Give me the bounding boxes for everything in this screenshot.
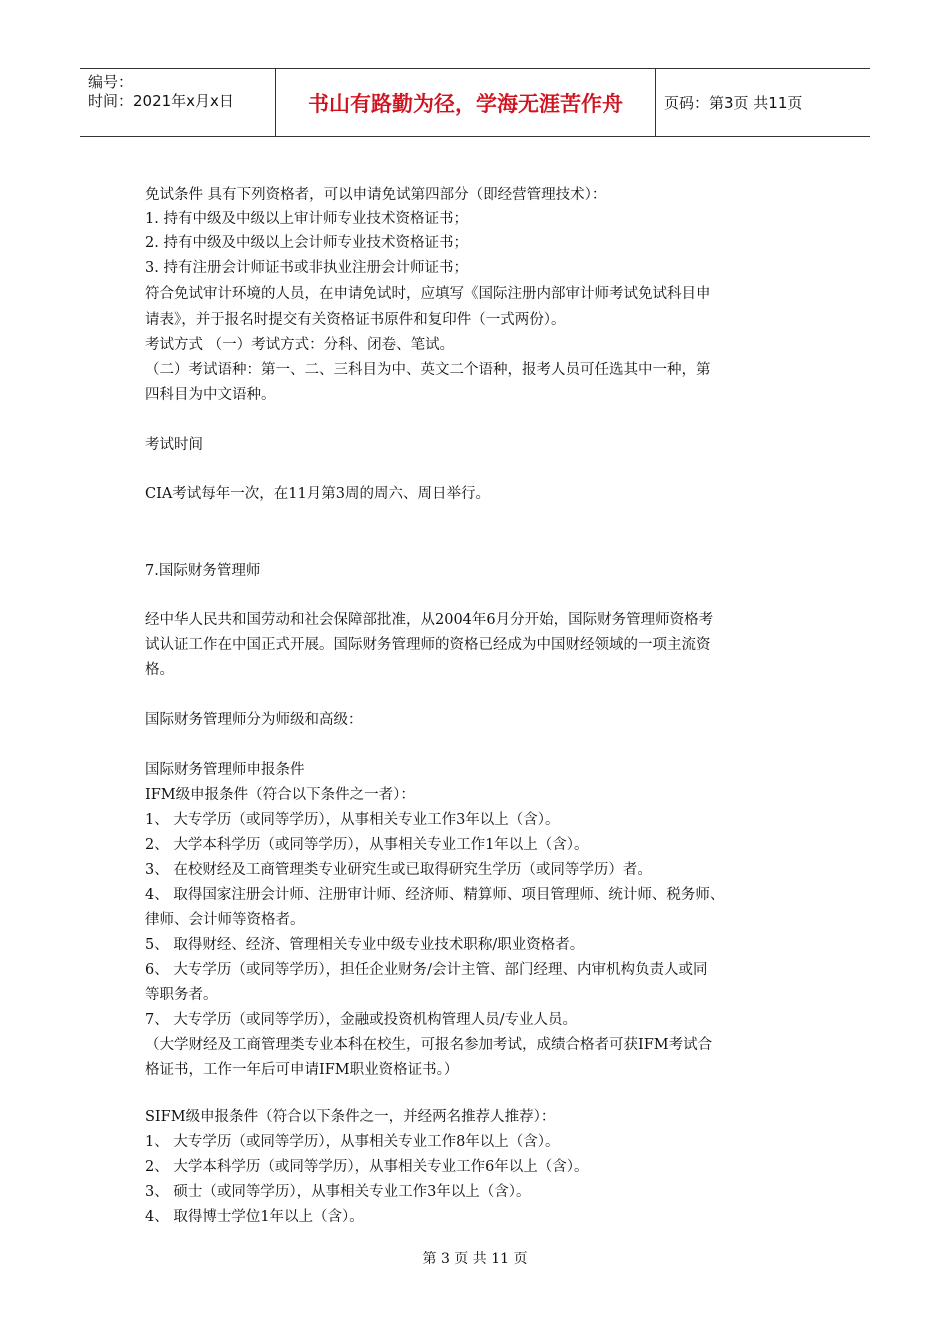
body-line: 1. 持有中级及中级以上审计师专业技术资格证书； (145, 211, 468, 227)
section-heading: 7.国际财务管理师 (145, 563, 261, 579)
body-line: 请表》，并于报名时提交有关资格证书原件和复印件（一式两份）。 (145, 312, 566, 328)
body-line: 4、 取得国家注册会计师、注册审计师、经济师、精算师、项目管理师、统计师、税务师、 (145, 887, 725, 903)
body-line: 符合免试审计环境的人员，在申请免试时，应填写《国际注册内部审计师考试免试科目申 (145, 286, 711, 302)
body-line: （二）考试语种：第一、二、三科目为中、英文二个语种，报考人员可任选其中一种，第 (145, 362, 711, 378)
body-line: 律师、会计师等资格者。 (145, 912, 305, 928)
body-line: 2. 持有中级及中级以上会计师专业技术资格证书； (145, 235, 468, 251)
body-line: 3、 硕士（或同等学历），从事相关专业工作3年以上（含）。 (145, 1184, 531, 1200)
body-line: 5、 取得财经、经济、管理相关专业中级专业技术职称/职业资格者。 (145, 937, 585, 953)
section-heading: 考试时间 (145, 437, 203, 453)
body-line: 等职务者。 (145, 987, 218, 1003)
body-line: 格。 (145, 662, 174, 678)
page-footer: 第 3 页 共 11 页 (422, 1251, 528, 1267)
page-header (80, 68, 870, 137)
header-meta (80, 69, 276, 136)
body-line: 格证书，工作一年后可申请IFM职业资格证书。） (145, 1062, 459, 1078)
section-heading: SIFM级申报条件（符合以下条件之一，并经两名推荐人推荐）： (145, 1109, 556, 1125)
body-line: 试认证工作在中国正式开展。国际财务管理师的资格已经成为中国财经领域的一项主流资 (145, 637, 711, 653)
body-line: 4、 取得博士学位1年以上（含）。 (145, 1209, 364, 1225)
number-label: 编号： (88, 73, 134, 91)
body-line: 3. 持有注册会计师证书或非执业注册会计师证书； (145, 260, 468, 276)
time-label: 时间：2021年x月x日 (88, 92, 234, 110)
body-line: 1、 大专学历（或同等学历），从事相关专业工作3年以上（含）。 (145, 812, 560, 828)
body-line: 1、 大专学历（或同等学历），从事相关专业工作8年以上（含）。 (145, 1134, 560, 1150)
body-line: 经中华人民共和国劳动和社会保障部批准，从2004年6月分开始，国际财务管理师资格考 (145, 612, 714, 628)
body-line: 6、 大专学历（或同等学历），担任企业财务/会计主管、部门经理、内审机构负责人或同 (145, 962, 708, 978)
body-line: 2、 大学本科学历（或同等学历），从事相关专业工作1年以上（含）。 (145, 837, 589, 853)
body-line: （大学财经及工商管理类专业本科在校生，可报名参加考试，成绩合格者可获IFM考试合 (145, 1037, 713, 1053)
body-line: CIA考试每年一次，在11月第3周的周六、周日举行。 (145, 486, 490, 502)
body-line: 国际财务管理师分为师级和高级： (145, 712, 363, 728)
body-line: 考试方式 （一）考试方式：分科、闭卷、笔试。 (145, 337, 455, 353)
body-line: 3、 在校财经及工商管理类专业研究生或已取得研究生学历（或同等学历）者。 (145, 862, 652, 878)
motto: 书山有路勤为径，学海无涯苦作舟 (276, 69, 656, 136)
body-line: 四科目为中文语种。 (145, 387, 276, 403)
page-label: 页码：第3页 共11页 (664, 94, 803, 112)
body-line: 2、 大学本科学历（或同等学历），从事相关专业工作6年以上（含）。 (145, 1159, 589, 1175)
body-line: 免试条件 具有下列资格者，可以申请免试第四部分（即经营管理技术）： (145, 187, 607, 203)
section-heading: 国际财务管理师申报条件 (145, 762, 305, 778)
body-line: IFM级申报条件（符合以下条件之一者）： (145, 787, 415, 803)
body-line: 7、 大专学历（或同等学历），金融或投资机构管理人员/专业人员。 (145, 1012, 577, 1028)
